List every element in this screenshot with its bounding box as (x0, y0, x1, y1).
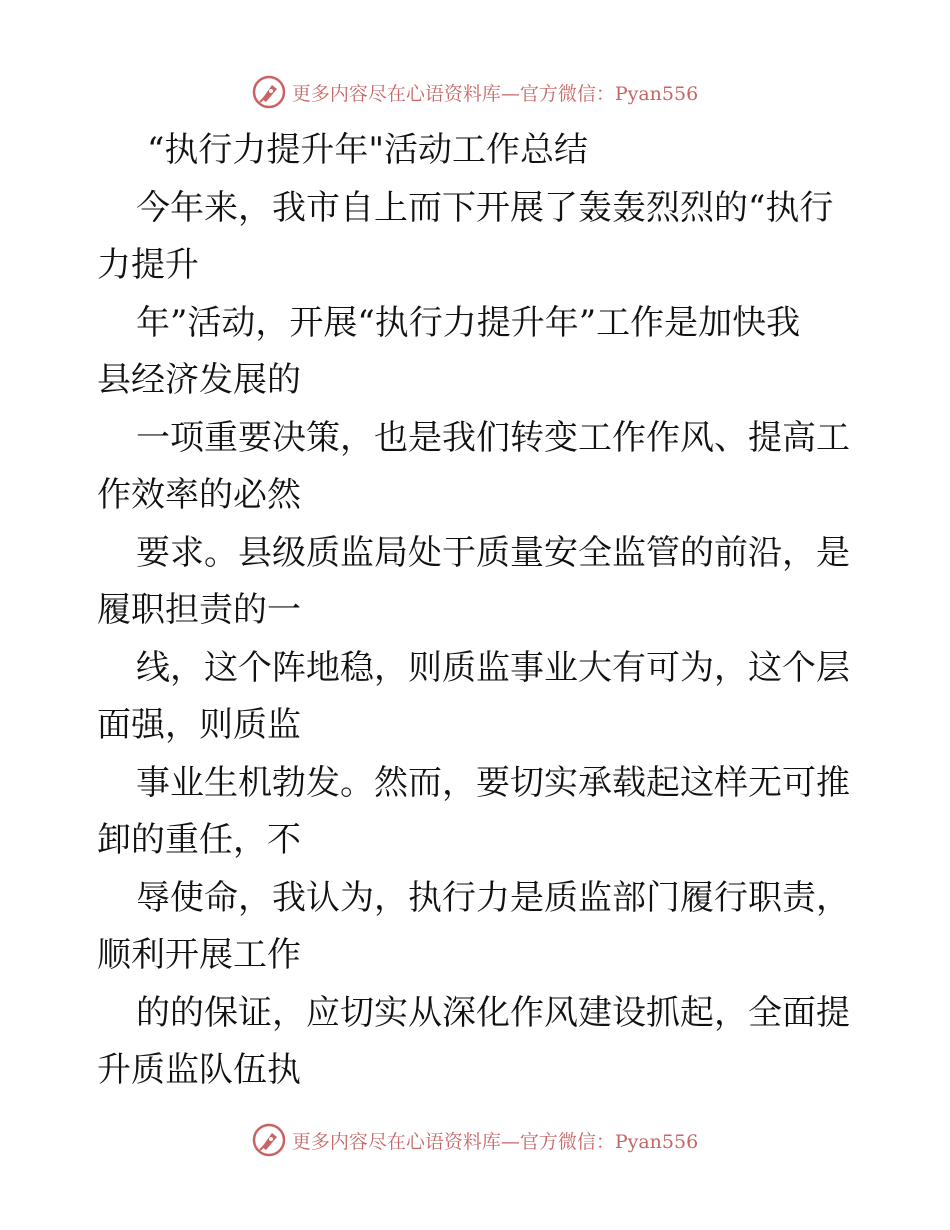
banner-text: 更多内容尽在心语资料库—官方微信：Pyan556 (291, 82, 699, 105)
paragraph-line: 作效率的必然 (97, 475, 301, 515)
paragraph-line: 辱使命，我认为，执行力是质监部门履行职责， (136, 877, 850, 918)
paragraph-line: 年”活动，开展“执行力提升年”工作是加快我 (136, 302, 801, 343)
paragraph-line: 面强，则质监 (97, 705, 301, 745)
paragraph-line: 履职担责的一 (97, 590, 301, 630)
paragraph-line: 卸的重任，不 (97, 820, 301, 860)
paragraph-line: 县经济发展的 (97, 360, 301, 400)
paragraph-line: 今年来，我市自上而下开展了轰轰烈烈的“执行 (136, 187, 834, 228)
paragraph-line: 一项重要决策，也是我们转变工作作风、提高工 (136, 417, 850, 458)
pen-nib-icon (252, 1123, 286, 1157)
document-body (97, 122, 857, 1100)
paragraph-line: 事业生机勃发。然而，要切实承载起这样无可推 (136, 762, 850, 803)
paragraph-line: 升质监队伍执 (97, 1050, 301, 1090)
footer-banner (0, 1118, 950, 1162)
paragraph-line: 顺利开展工作 (97, 935, 301, 975)
paragraph-line: 的的保证，应切实从深化作风建设抓起，全面提 (136, 992, 850, 1033)
paragraph-line: 线，这个阵地稳，则质监事业大有可为，这个层 (136, 647, 850, 688)
document-title: “执行力提升年"活动工作总结 (147, 130, 589, 170)
paragraph-line: 要求。县级质监局处于质量安全监管的前沿，是 (136, 532, 850, 573)
header-banner (0, 70, 950, 114)
pen-nib-icon (252, 75, 286, 109)
banner-text: 更多内容尽在心语资料库—官方微信：Pyan556 (291, 1130, 699, 1153)
paragraph-line: 力提升 (97, 245, 199, 285)
